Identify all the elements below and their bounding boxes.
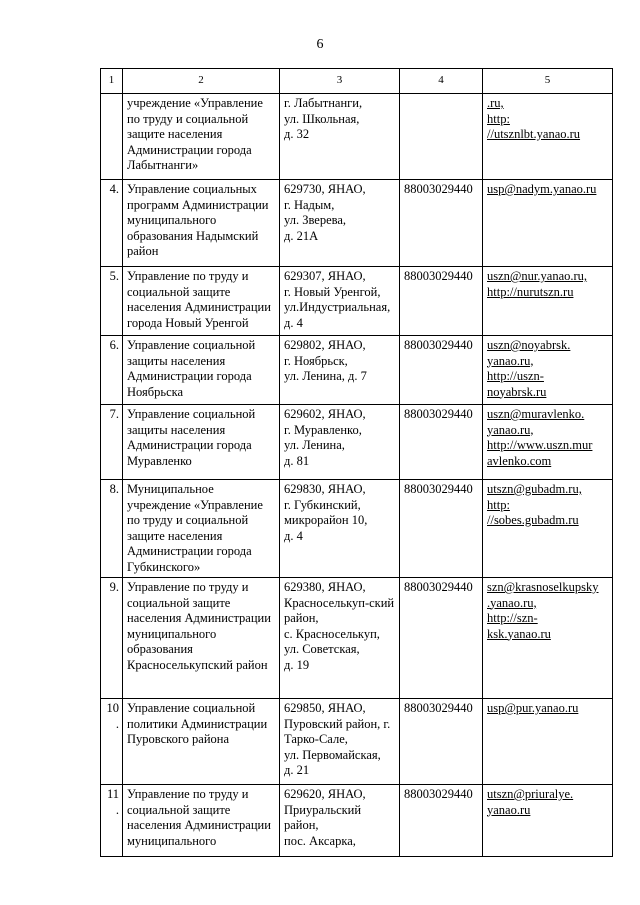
row-number: 11. [101, 785, 123, 857]
agency-name: Управление по труду и социальной защите населения Администрации города Новый Уренгой [123, 267, 280, 336]
agency-contact-link[interactable]: utszn@gubadm.ru, http: //sobes.gubadm.ru [483, 480, 613, 578]
header-col-1: 1 [101, 69, 123, 94]
agency-contact-link[interactable]: uszn@noyabrsk. yanao.ru, http://uszn- noyabrsk.ru [483, 336, 613, 405]
row-number: 10. [101, 699, 123, 785]
header-col-4: 4 [400, 69, 483, 94]
agency-name: Муниципальное учреждение «Управление по труду и социальной защите населения Администрации города Губкинского» [123, 480, 280, 578]
agency-address: 629307, ЯНАО, г. Новый Уренгой, ул.Индустриальная, д. 4 [280, 267, 400, 336]
agency-phone: 88003029440 [400, 180, 483, 267]
agency-contact-link[interactable]: szn@krasnoselkupsky .yanao.ru, http://szn- ksk.yanao.ru [483, 578, 613, 699]
row-number: 8. [101, 480, 123, 578]
agency-name: Управление социальной защиты населения Администрации города Ноябрьска [123, 336, 280, 405]
row-number: 6. [101, 336, 123, 405]
table-row [101, 180, 613, 267]
agency-address: 629380, ЯНАО, Красноселькуп-ский район, с. Красноселькуп, ул. Советская, д. 19 [280, 578, 400, 699]
agency-address: г. Лабытнанги, ул. Школьная, д. 32 [280, 94, 400, 180]
agency-address: 629850, ЯНАО, Пуровский район, г. Тарко-Сале, ул. Первомайская, д. 21 [280, 699, 400, 785]
agency-contact-link[interactable]: usp@pur.yanao.ru [483, 699, 613, 785]
table-row [101, 94, 613, 180]
table-row [101, 699, 613, 785]
agency-name: Управление социальной защиты населения Администрации города Муравленко [123, 405, 280, 480]
agency-name: учреждение «Управление по труду и социальной защите населения Администрации города Лабытнанги» [123, 94, 280, 180]
agency-phone: 88003029440 [400, 785, 483, 857]
agency-phone: 88003029440 [400, 578, 483, 699]
agency-table [100, 68, 613, 857]
agency-address: 629602, ЯНАО, г. Муравленко, ул. Ленина, д. 81 [280, 405, 400, 480]
agency-phone: 88003029440 [400, 480, 483, 578]
agency-contact-link[interactable]: usp@nadym.yanao.ru [483, 180, 613, 267]
row-number [101, 94, 123, 180]
row-number: 5. [101, 267, 123, 336]
agency-phone: 88003029440 [400, 405, 483, 480]
agency-address: 629730, ЯНАО, г. Надым, ул. Зверева, д. 21А [280, 180, 400, 267]
agency-contact-link[interactable]: uszn@muravlenko. yanao.ru, http://www.uszn.mur avlenko.com [483, 405, 613, 480]
agency-contact-link[interactable]: .ru, http: //utsznlbt.yanao.ru [483, 94, 613, 180]
agency-address: 629830, ЯНАО, г. Губкинский, микрорайон 10, д. 4 [280, 480, 400, 578]
agency-name: Управление социальной политики Администрации Пуровского района [123, 699, 280, 785]
table-row [101, 480, 613, 578]
header-col-2: 2 [123, 69, 280, 94]
header-col-5: 5 [483, 69, 613, 94]
agency-address: 629620, ЯНАО, Приуральский район, пос. Аксарка, [280, 785, 400, 857]
row-number: 4. [101, 180, 123, 267]
table-row [101, 578, 613, 699]
agency-name: Управление социальных программ Администрации муниципального образования Надымский район [123, 180, 280, 267]
agency-name: Управление по труду и социальной защите населения Администрации муниципального образования Красноселькупский район [123, 578, 280, 699]
agency-phone: 88003029440 [400, 336, 483, 405]
header-col-3: 3 [280, 69, 400, 94]
table-row [101, 267, 613, 336]
table-row [101, 405, 613, 480]
agency-name: Управление по труду и социальной защите населения Администрации муниципального [123, 785, 280, 857]
agency-address: 629802, ЯНАО, г. Ноябрьск, ул. Ленина, д. 7 [280, 336, 400, 405]
agency-phone: 88003029440 [400, 699, 483, 785]
row-number: 9. [101, 578, 123, 699]
agency-contact-link[interactable]: utszn@priuralye. yanao.ru [483, 785, 613, 857]
table-header-row [101, 69, 613, 94]
agency-phone [400, 94, 483, 180]
page-number: 6 [316, 37, 324, 52]
agency-contact-link[interactable]: uszn@nur.yanao.ru, http://nurutszn.ru [483, 267, 613, 336]
table-row [101, 336, 613, 405]
row-number: 7. [101, 405, 123, 480]
table-row [101, 785, 613, 857]
agency-phone: 88003029440 [400, 267, 483, 336]
